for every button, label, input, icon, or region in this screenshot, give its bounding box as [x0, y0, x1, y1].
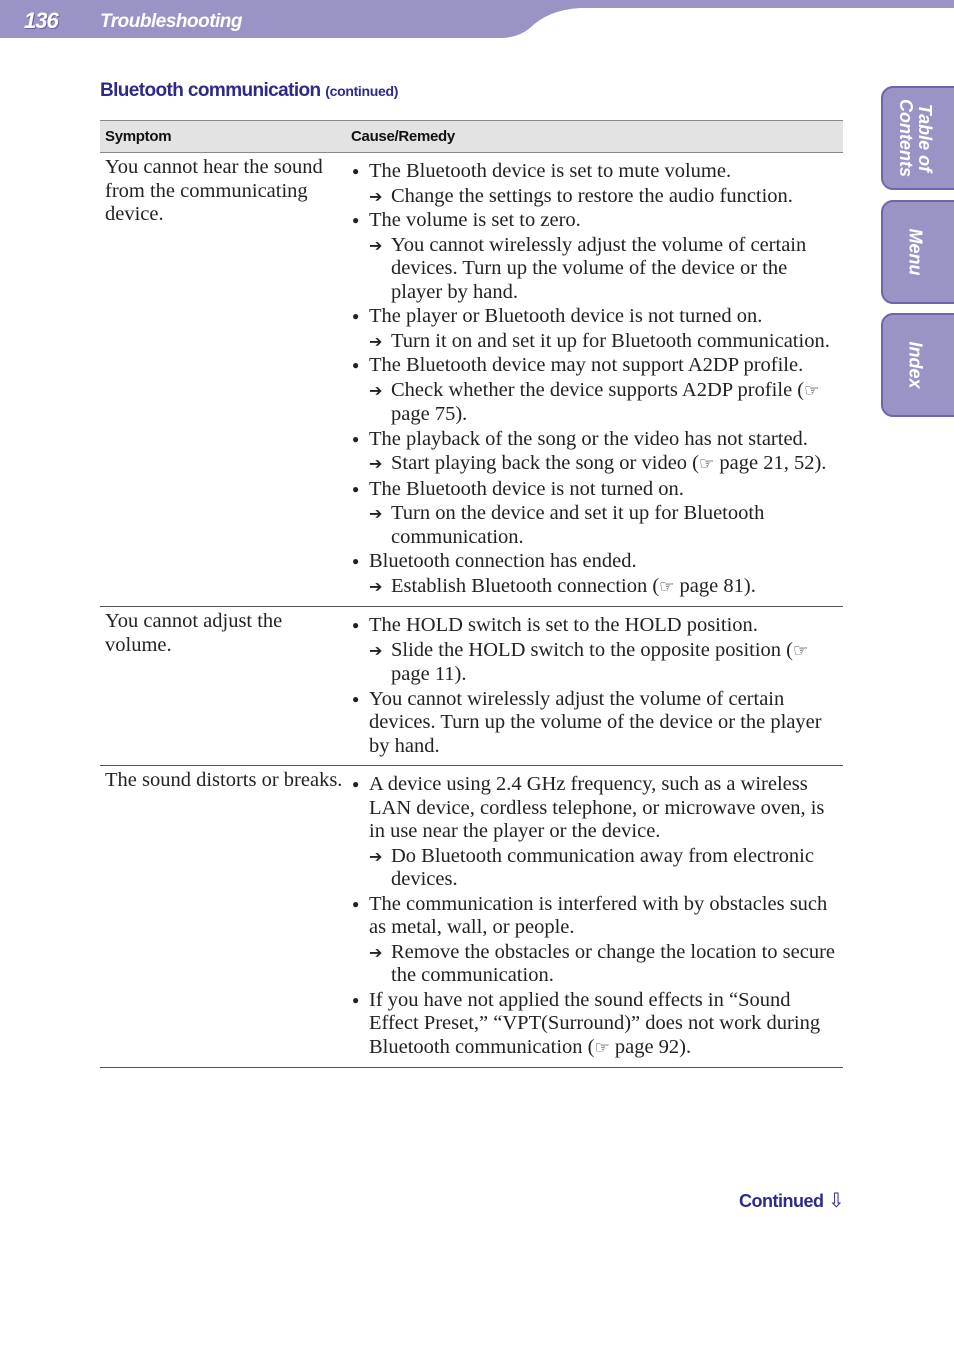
cause-item: ● The Bluetooth device may not support A2DP profile.	[352, 354, 843, 378]
pointing-hand-icon: ☞	[699, 454, 715, 474]
tab-table-of-contents[interactable]	[881, 86, 954, 190]
remedy-item	[352, 330, 843, 354]
remedy-text: Remove the obstacles or change the location to secure the communication.	[391, 940, 836, 986]
pointing-hand-icon: ☞	[594, 1037, 610, 1058]
pointing-hand-icon: ☞	[659, 576, 675, 597]
table-row	[100, 153, 843, 607]
remedy-cell	[343, 607, 843, 766]
right-arrow-icon: ➔	[369, 454, 383, 473]
remedy-item	[352, 639, 843, 687]
remedy-item	[352, 234, 843, 305]
header-cause-remedy: Cause/Remedy	[343, 121, 843, 153]
cause-text: If you have not applied the sound effects in “Sound Effect Preset,” “VPT(Surround)” does not work during Bluetooth communication (	[369, 988, 821, 1058]
cause-item: ● You cannot wirelessly adjust the volume of certain devices. Turn up the volume of the device or the player by hand.	[352, 688, 843, 759]
right-arrow-icon: ➔	[369, 576, 383, 596]
tab-label-menu: Menu	[905, 228, 926, 276]
pointing-hand-icon: ☞	[804, 380, 820, 401]
heading-continued: (continued)	[325, 83, 399, 99]
continued-link[interactable]	[739, 1188, 844, 1212]
page-ref-link[interactable]: page 21, 52).	[714, 452, 827, 474]
remedy-item	[352, 452, 843, 477]
right-arrow-icon: ➔	[369, 380, 383, 400]
remedy-text: Turn it on and set it up for Bluetooth communication.	[391, 329, 830, 352]
page-ref-link[interactable]: page 92).	[609, 1035, 692, 1058]
cause-item: ● The volume is set to zero.	[352, 209, 843, 233]
table-row	[100, 607, 843, 766]
symptom-cell: You cannot hear the sound from the communicating device.	[100, 153, 343, 607]
cause-item: ● A device using 2.4 GHz frequency, such as a wireless LAN device, cordless telephone, or microwave oven, is in use near the player or the device.	[352, 773, 843, 844]
symptom-cell: You cannot adjust the volume.	[100, 607, 343, 766]
remedy-text: Change the settings to restore the audio function.	[391, 184, 793, 207]
page-ref-link[interactable]: page 11).	[391, 663, 467, 685]
tab-index[interactable]	[881, 313, 954, 417]
right-arrow-icon: ➔	[369, 235, 383, 255]
remedy-cell	[343, 153, 843, 607]
page-ref-link[interactable]: page 75).	[391, 403, 468, 425]
remedy-text: Check whether the device supports A2DP profile (	[391, 378, 805, 401]
page-number: 136	[24, 8, 58, 33]
cause-item: ● The playback of the song or the video has not started.	[352, 428, 843, 452]
cause-item: ● The communication is interfered with by obstacles such as metal, wall, or people.	[352, 893, 843, 940]
remedy-text: Start playing back the song or video (	[391, 452, 700, 474]
cause-item: ● The Bluetooth device is not turned on.	[352, 478, 843, 502]
remedy-text: Establish Bluetooth connection (	[391, 574, 660, 597]
section-title: Troubleshooting	[100, 11, 243, 32]
header-bar	[0, 0, 954, 40]
remedy-text: Slide the HOLD switch to the opposite position (	[391, 638, 793, 661]
remedy-item	[352, 845, 843, 892]
table-row	[100, 766, 843, 1068]
remedy-item	[352, 575, 843, 600]
page-ref-link[interactable]: page 81).	[674, 574, 756, 597]
continued-label: Continued	[739, 1191, 824, 1211]
remedy-item	[352, 502, 843, 549]
tab-label-toc: Table of Contents	[896, 99, 935, 177]
remedy-item	[352, 941, 843, 988]
remedy-text: Do Bluetooth communication away from electronic devices.	[391, 844, 814, 890]
tab-menu[interactable]	[881, 200, 954, 304]
remedy-text: Turn on the device and set it up for Bluetooth communication.	[391, 502, 765, 548]
right-arrow-icon: ➔	[369, 846, 383, 866]
cause-item: ● The Bluetooth device is set to mute volume.	[352, 160, 843, 184]
remedy-item	[352, 185, 843, 209]
cause-item: ● The HOLD switch is set to the HOLD position.	[352, 614, 843, 638]
right-arrow-icon: ➔	[369, 640, 383, 660]
cause-item: ● The player or Bluetooth device is not turned on.	[352, 305, 843, 329]
cause-item	[352, 989, 843, 1061]
right-arrow-icon: ➔	[369, 186, 383, 206]
symptom-cell: The sound distorts or breaks.	[100, 766, 343, 1068]
page-heading	[100, 80, 398, 102]
heading-title: Bluetooth communication	[100, 80, 321, 101]
down-arrow-icon: ⇩	[828, 1188, 845, 1212]
pointing-hand-icon: ☞	[793, 640, 809, 661]
right-arrow-icon: ➔	[369, 504, 383, 523]
remedy-item	[352, 379, 843, 427]
header-symptom: Symptom	[100, 121, 343, 153]
cause-item: ● Bluetooth connection has ended.	[352, 550, 843, 574]
troubleshooting-table	[100, 120, 843, 1068]
remedy-cell	[343, 766, 843, 1068]
table-header-row	[100, 121, 843, 153]
tab-label-index: Index	[905, 341, 926, 389]
remedy-text: You cannot wirelessly adjust the volume of certain devices. Turn up the volume of the device or the player by hand.	[391, 233, 807, 303]
right-arrow-icon: ➔	[369, 942, 383, 962]
right-arrow-icon: ➔	[369, 331, 383, 351]
